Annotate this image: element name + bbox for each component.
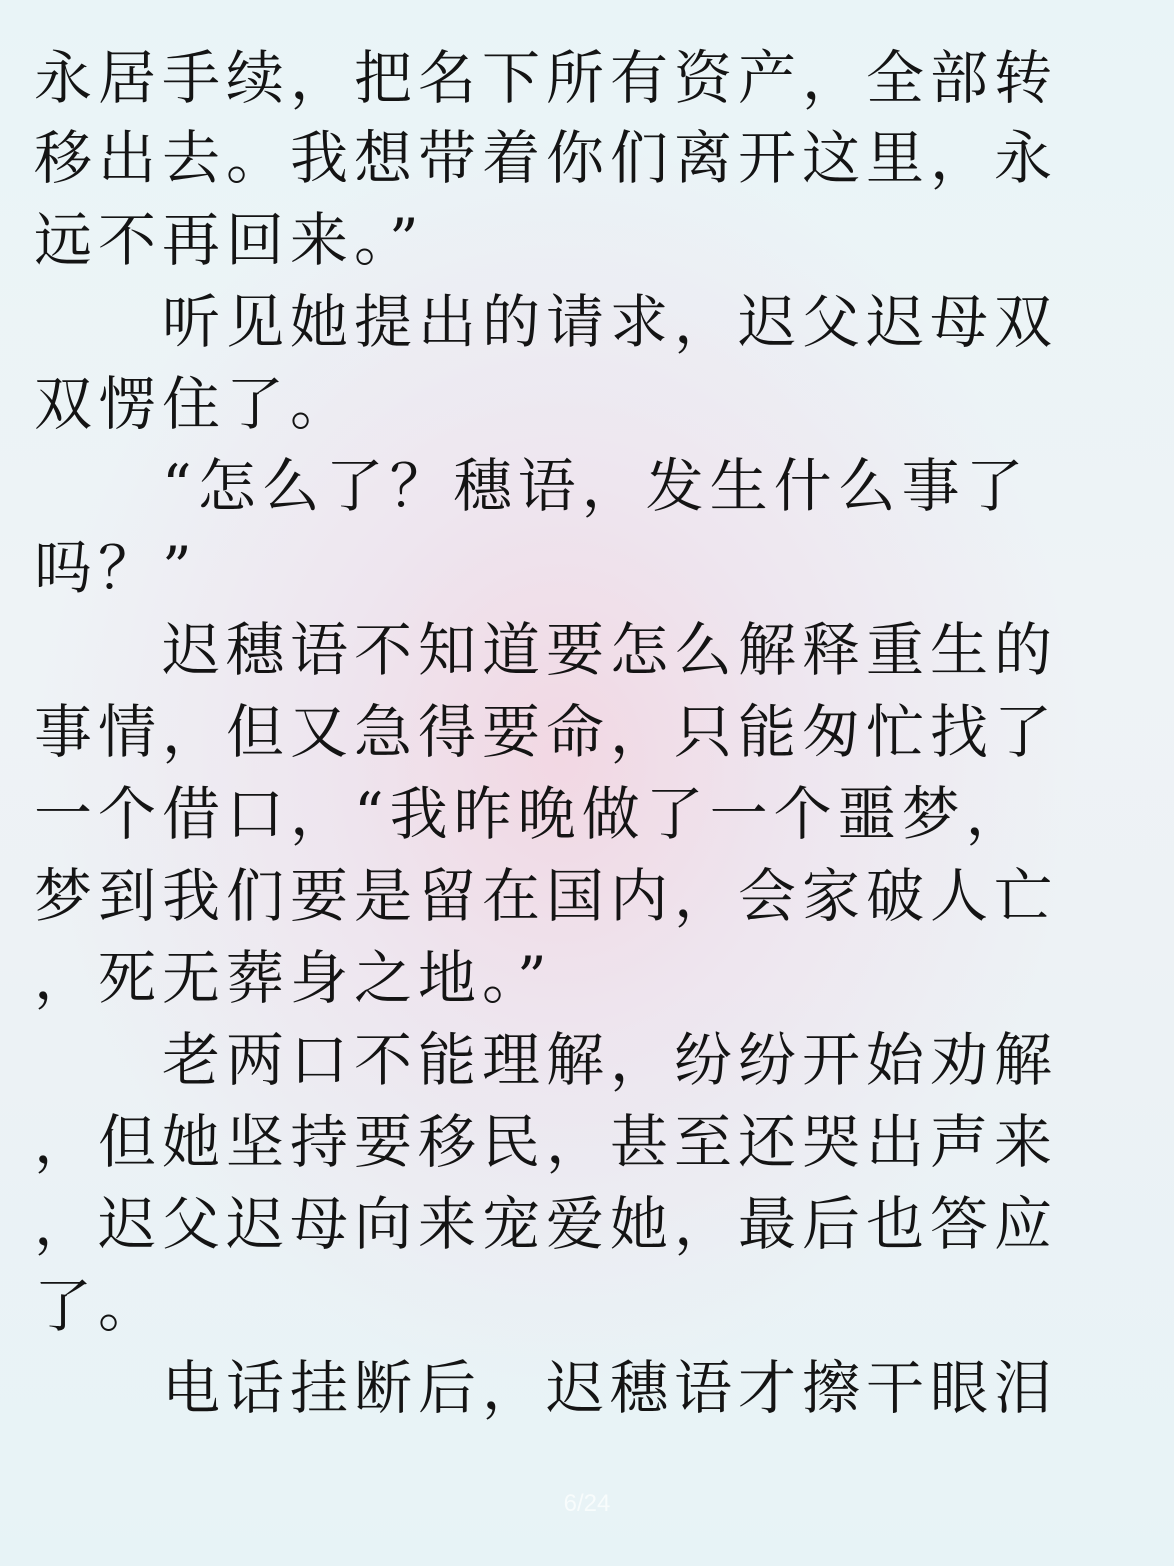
text-line: 远不再回来。”: [34, 206, 425, 274]
text-line: 听见她提出的请求，迟父迟母双: [34, 288, 1059, 356]
text-line: 电话挂断后，迟穗语才擦干眼泪: [34, 1354, 1059, 1422]
text-line: 一个借口，“我昨晚做了一个噩梦，: [34, 780, 1030, 848]
text-line: ，迟父迟母向来宠爱她，最后也答应: [34, 1190, 1059, 1258]
text-line: 迟穗语不知道要怎么解释重生的: [34, 616, 1059, 684]
text-line: 双愣住了。: [34, 370, 355, 438]
text-line: 了。: [34, 1272, 163, 1340]
page-indicator: 6/24: [563, 1490, 611, 1517]
text-line: ，但她坚持要移民，甚至还哭出声来: [34, 1108, 1059, 1176]
text-line: 永居手续，把名下所有资产，全部转: [34, 44, 1059, 112]
text-line: 事情，但又急得要命，只能匆忙找了: [34, 698, 1059, 766]
text-line: 移出去。我想带着你们离开这里，永: [34, 124, 1059, 192]
text-line: “怎么了？穗语，发生什么事了: [34, 452, 1030, 520]
text-line: ，死无葬身之地。”: [34, 944, 553, 1012]
text-line: 老两口不能理解，纷纷开始劝解: [34, 1026, 1059, 1094]
text-line: 梦到我们要是留在国内，会家破人亡: [34, 862, 1059, 930]
text-line: 吗？”: [34, 534, 198, 602]
